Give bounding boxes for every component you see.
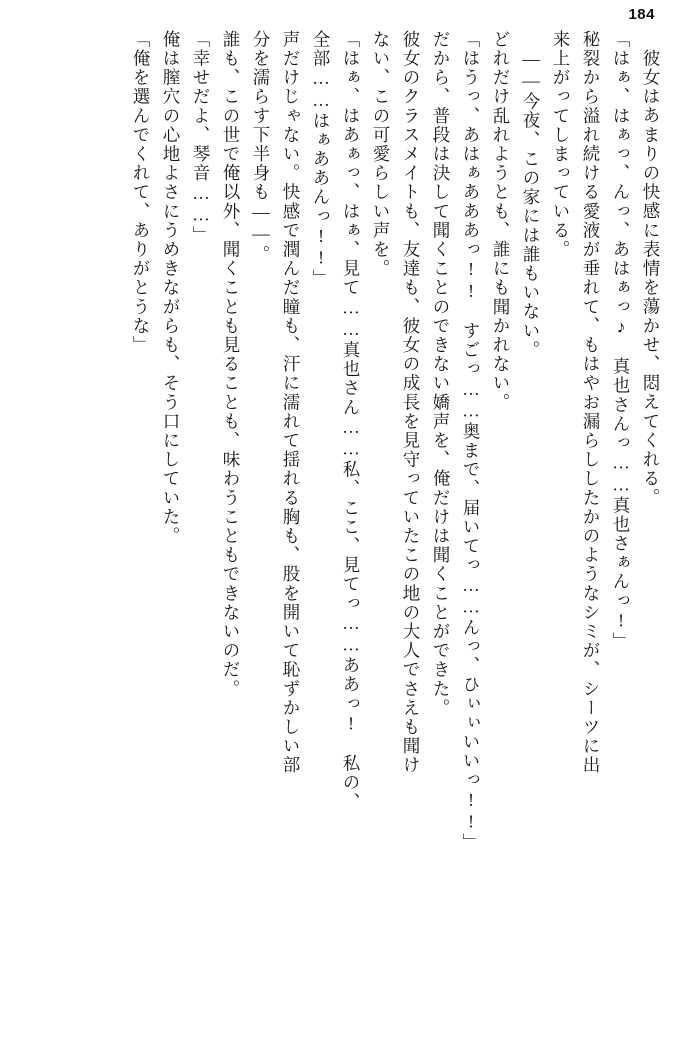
text-line: 来上がってしまっている。 <box>551 30 571 260</box>
text-line: 分を濡らす下半身も――。 <box>251 30 271 265</box>
text-line: 誰も、この世で俺以外、聞くことも見ることも、味わうこともできないのだ。 <box>221 30 241 699</box>
text-line: 全部……はぁああんっ!!」 <box>311 30 331 289</box>
text-line: ――今夜、この家には誰もいない。 <box>521 49 541 360</box>
text-line: 「はぁ、はぁっ、んっ、あはぁっ♪ 真也さんっ……真也さぁんっ!」 <box>611 30 631 652</box>
text-line: ない、この可愛らしい声を。 <box>371 30 391 279</box>
text-line: 俺は膣穴の心地よさにうめきながらも、そう口にしていた。 <box>161 30 181 546</box>
text-line: 「はうっ、あはぁあああっ!! すごっ……奥まで、届いてっ……んっ、ひぃぃいいっ!!」 <box>461 30 481 853</box>
text-line: 声だけじゃない。快感で潤んだ瞳も、汗に濡れて揺れる胸も、股を開いて恥ずかしい部 <box>281 30 301 775</box>
text-line: 秘裂から溢れ続ける愛液が垂れて、もはやお漏らししたかのようなシミが、シーツに出 <box>581 30 601 775</box>
text-line: 彼女はあまりの快感に表情を蕩かせ、悶えてくれる。 <box>641 49 661 508</box>
page-number: 184 <box>628 6 655 23</box>
vertical-text-body <box>18 30 659 1030</box>
text-line: 「幸せだよ、琴音……」 <box>191 30 211 246</box>
text-line: 「はぁ、はあぁっ、はぁ、見て……真也さん……私、ここ、見てっ……ああっ! 私の、 <box>341 30 361 812</box>
text-line: だから、普段は決して聞くことのできない嬌声を、俺だけは聞くことができた。 <box>431 30 451 718</box>
text-line: 「俺を選んでくれて、ありがとうな」 <box>131 30 151 355</box>
text-line: どれだけ乱れようとも、誰にも聞かれない。 <box>491 30 511 412</box>
text-line: 彼女のクラスメイトも、友達も、彼女の成長を見守っていたこの地の大人でさえも聞け <box>401 30 421 775</box>
